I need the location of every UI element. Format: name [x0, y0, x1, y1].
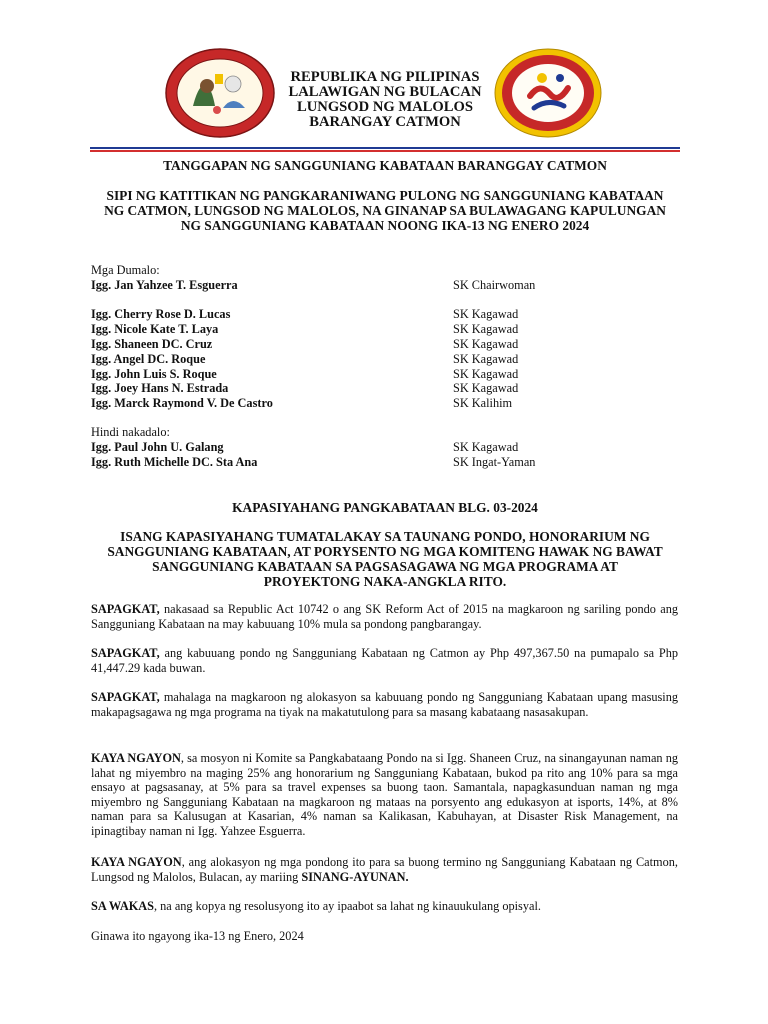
- resolution-title-line: SANGGUNIANG KABATAAN SA PAGSASAGAWA NG MGA PROGRAMA AT: [152, 559, 618, 574]
- paragraph-lead: KAYA NGAYON: [91, 751, 181, 765]
- office-title: TANGGAPAN NG SANGGUNIANG KABATAAN BARANGGAY CATMON: [163, 158, 607, 173]
- header-line: LUNGSOD NG MALOLOS: [297, 99, 473, 115]
- paragraph-text: , ang alokasyon ng mga pondong ito para sa buong termino ng Sangguniang Kabataan ng Catmon, Lungsod ng Malolos, Bulacan, ay mariing: [91, 855, 678, 884]
- member-role: SK Chairwoman: [453, 277, 536, 292]
- paragraph-text: ang kabuuang pondo ng Sangguniang Kabataan ng Catmon ay Php 497,367.50 na pumapalo sa Php 41,447.29 kada buwan.: [91, 646, 678, 675]
- member-name: Igg. John Luis S. Roque: [91, 366, 217, 381]
- sk-logo-right: [494, 48, 602, 138]
- minutes-title-line: NG SANGGUNIANG KABATAAN NOONG IKA-13 NG ENERO 2024: [180, 218, 590, 233]
- resolution-title: [90, 529, 680, 589]
- closing-line: Ginawa ito ngayong ika-13 ng Enero, 2024: [91, 929, 304, 943]
- paragraph-lead: SAPAGKAT,: [91, 690, 160, 704]
- paragraph-lead: SA WAKAS: [91, 899, 154, 913]
- member-role: SK Kagawad: [453, 322, 519, 337]
- member-name: Igg. Nicole Kate T. Laya: [91, 322, 219, 337]
- attendance-row: [91, 278, 691, 293]
- attendance-absent: [91, 425, 691, 469]
- paragraph-text: , sa mosyon ni Komite sa Pangkabataang Pondo na si Igg. Shaneen Cruz, na sinangayunan naman ng lahat ng miyembro na maging 25% ang honorarium ng Sangguniang Kabataan, bukod pa rito ang 10% para sa mga ensayo at pagsasanay, at 5% para sa travel expenses sa buong taon. Samantala, napagkasunduan naman ng mga miyembro ng Sangguniang Kabataan na magkaroon ng mataas na porsyento ang edukasyon at isports, 14%, at 8% naman para sa Kalusugan at Kasarian, 4% naman sa Kalikasan, Kabuhayan, at Disaster Risk Management, na ipinagtibay naman ni Igg. Yahzee Esguerra.: [91, 751, 678, 838]
- absent-label: Hindi nakadalo:: [91, 425, 170, 439]
- header-rule-red: [90, 150, 680, 152]
- header-block: [270, 70, 500, 130]
- minutes-title-line: NG CATMON, LUNGSOD NG MALOLOS, NA GINANAP SA BULAWAGANG KAPULUNGAN: [104, 203, 666, 218]
- attendance-row: [91, 455, 691, 470]
- whereas-paragraph: [91, 602, 678, 631]
- member-role: SK Ingat-Yaman: [453, 454, 536, 469]
- resolution-title-line: PROYEKTONG NAKA-ANGKLA RITO.: [263, 574, 507, 589]
- member-name: Igg. Ruth Michelle DC. Sta Ana: [91, 454, 258, 469]
- attendance-row: [91, 440, 691, 455]
- header-rule-blue: [90, 147, 680, 149]
- attendance-row: [91, 367, 691, 382]
- whereas-paragraph: [91, 646, 678, 675]
- header-line: BARANGAY CATMON: [309, 114, 461, 130]
- resolved-paragraph: [91, 855, 678, 884]
- whereas-paragraph: [91, 690, 678, 719]
- member-name: Igg. Cherry Rose D. Lucas: [91, 307, 231, 322]
- member-name: Igg. Paul John U. Galang: [91, 439, 224, 454]
- member-name: Igg. Jan Yahzee T. Esguerra: [91, 277, 238, 292]
- attendance-row: [91, 307, 691, 322]
- member-role: SK Kagawad: [453, 307, 519, 322]
- attendance-row: [91, 396, 691, 411]
- resolved-paragraph: [91, 751, 678, 839]
- minutes-title-line: SIPI NG KATITIKAN NG PANGKARANIWANG PULONG NG SANGGUNIANG KABATAAN: [106, 188, 664, 203]
- resolution-title-line: ISANG KAPASIYAHANG TUMATALAKAY SA TAUNANG PONDO, HONORARIUM NG: [120, 529, 650, 544]
- paragraph-tail: SINANG-AYUNAN.: [301, 869, 409, 884]
- resolution-title-line: SANGGUNIANG KABATAAN, AT PORYSENTO NG MGA KOMITENG HAWAK NG BAWAT: [107, 544, 663, 559]
- paragraph-lead: SAPAGKAT,: [91, 602, 160, 616]
- minutes-title: [90, 188, 680, 233]
- member-name: Igg. Angel DC. Roque: [91, 351, 206, 366]
- paragraph-lead: SAPAGKAT,: [91, 646, 160, 660]
- attendance-row: [91, 381, 691, 396]
- paragraph-text: nakasaad sa Republic Act 10742 o ang SK Reform Act of 2015 na magkaroon ng sariling pondo ang Sangguniang Kabataan na may kabuuang 10% mula sa pondong pangbarangay.: [91, 602, 678, 631]
- paragraph-lead: KAYA NGAYON: [91, 855, 182, 869]
- attendance-row: [91, 322, 691, 337]
- member-name: Igg. Shaneen DC. Cruz: [91, 336, 213, 351]
- member-role: SK Kalihim: [453, 396, 513, 411]
- attendance-present: [91, 263, 691, 411]
- member-role: SK Kagawad: [453, 336, 519, 351]
- paragraph-text: mahalaga na magkaroon ng alokasyon sa kabuuang pondo ng Sangguniang Kabataan upang masusing makapagsagawa ng mga programa na tiyak na makatutulong para sa masang kabataang nasasakupan.: [91, 690, 678, 719]
- member-role: SK Kagawad: [453, 351, 519, 366]
- final-paragraph: [91, 899, 678, 914]
- attendance-row: [91, 352, 691, 367]
- member-name: Igg. Marck Raymond V. De Castro: [91, 396, 273, 411]
- paragraph-text: , na ang kopya ng resolusyong ito ay ipaabot sa lahat ng kinauukulang opisyal.: [154, 899, 541, 913]
- header-line: REPUBLIKA NG PILIPINAS: [290, 69, 480, 85]
- member-role: SK Kagawad: [453, 439, 519, 454]
- member-role: SK Kagawad: [453, 366, 519, 381]
- barangay-seal-left: [165, 48, 275, 138]
- member-role: SK Kagawad: [453, 381, 519, 396]
- member-name: Igg. Joey Hans N. Estrada: [91, 381, 229, 396]
- attendance-row: [91, 337, 691, 352]
- present-label: Mga Dumalo:: [91, 263, 160, 277]
- header-line: LALAWIGAN NG BULACAN: [288, 84, 482, 100]
- resolution-number: KAPASIYAHANG PANGKABATAAN BLG. 03-2024: [232, 500, 538, 515]
